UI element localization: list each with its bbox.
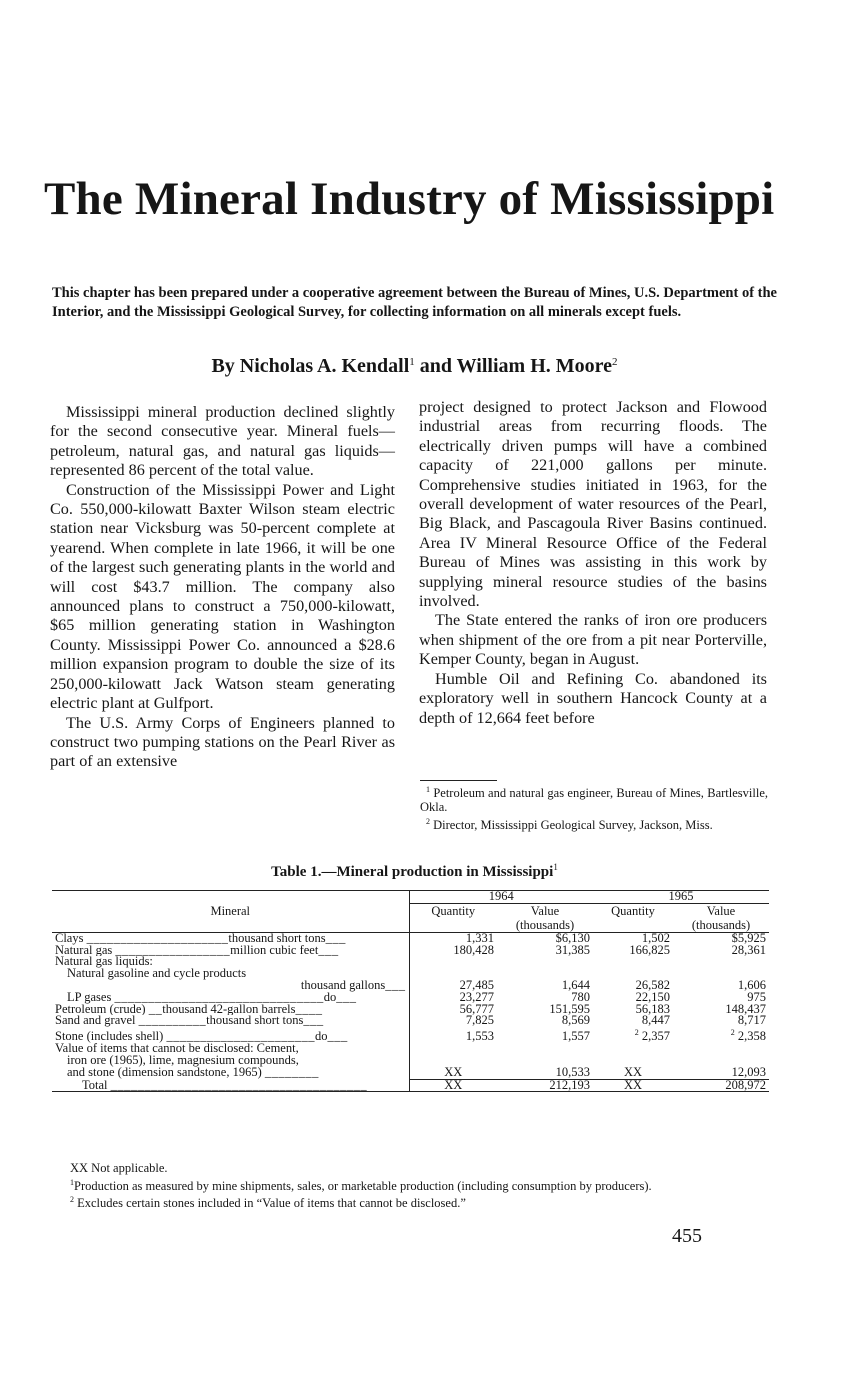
table-row (52, 1067, 769, 1079)
table-note-2: $^2$ Excludes certain stones included in “Value of items that cannot be disclosed.” (70, 1195, 466, 1211)
paragraph-continued: project designed to protect Jackson and Flowood industrial areas from recurring floods. The electrically driven pumps will have a combined capacity of 221,000 gallons per minute. Comprehensive studies initiated in 1963, for the overall development of water resources of the Pearl, Big Black, and Pascagoula River Basins continued. Area IV Mineral Resource Office of the Federal Bureau of Mines was assisting in this work by supplying mineral resource studies of the basins involved. (419, 398, 767, 611)
author-2: William H. Moore (456, 355, 613, 377)
total-label: Total ______________________________________ (52, 1079, 409, 1092)
row-label: Petroleum (crude) __thousand 42-gallon barrels____ (55, 1003, 323, 1016)
column-header-quantity-1965: Quantity (593, 903, 673, 932)
cell-value-1964: 1,557 (561, 1029, 590, 1044)
page-number: 455 (672, 1225, 702, 1247)
cell-value-1965: 148,437 (725, 1001, 766, 1016)
chapter-intro: This chapter has been prepared under a cooperative agreement between the Bureau of Mines, U.S. Department of the Interior, and the Mississippi Geological Survey, for collecting information on all minerals except fuels. (52, 285, 777, 320)
table-row (52, 1015, 769, 1027)
cell-value-1964: 151,595 (549, 1001, 590, 1016)
cell-quantity-1964: 7,825 (409, 1015, 497, 1027)
cell-value-1965: $^2$ 2,358 (730, 1028, 766, 1044)
row-label: Natural gas liquids: (55, 956, 153, 969)
cell-quantity-1964: 1,331 (409, 932, 497, 944)
cell-value-1965: 12,093 (731, 1064, 766, 1079)
table-row (52, 945, 769, 957)
row-label: Sand and gravel __________thousand short tons___ (55, 1015, 324, 1028)
byline-prefix: By (211, 355, 235, 377)
row-label: and stone (dimension sandstone, 1965) ________ (67, 1066, 319, 1080)
cell-value-1964: $6,130 (555, 930, 590, 945)
author-1: Nicholas A. Kendall (239, 355, 410, 377)
cell-value-1964: 10,533 (555, 1064, 590, 1079)
mineral-production-table (52, 890, 769, 1092)
text-column-left (50, 403, 395, 772)
cell-quantity-1965: 1,502 (641, 930, 670, 945)
footnote-mark: 1 (426, 785, 430, 794)
footnote (420, 783, 768, 815)
table-note-1: $^1$Production as measured by mine shipments, sales, or marketable production (including consumption by producers). (70, 1177, 652, 1193)
table-row (52, 956, 769, 968)
cell-value-1965: 28,361 (731, 942, 766, 957)
row-label: Value of items that cannot be disclosed: Cement, (55, 1043, 299, 1055)
row-label: thousand gallons___ (300, 979, 406, 992)
cell-value-1964: 1,644 (561, 977, 590, 992)
byline (52, 355, 777, 378)
table-caption (52, 862, 777, 881)
cell-quantity-1965: 22,150 (635, 989, 670, 1004)
total-quantity-1965: XX (593, 1079, 673, 1092)
total-value-1965: 208,972 (673, 1079, 769, 1092)
cell-value-1964: 8,569 (561, 1013, 590, 1028)
cell-quantity-1964: 1,553 (409, 1027, 497, 1043)
cell-value-1965: 975 (747, 989, 766, 1004)
byline-conjunction: and (419, 355, 453, 377)
cell-quantity-1965: 26,582 (635, 977, 670, 992)
total-quantity-1964: XX (409, 1079, 497, 1092)
footnote-text: Petroleum and natural gas engineer, Bureau of Mines, Bartlesville, Okla. (420, 786, 768, 815)
column-header-year-1964: 1964 (409, 891, 593, 904)
table-footnotes (52, 1162, 770, 1211)
chapter-title: The Mineral Industry of Mississippi (44, 173, 775, 225)
row-label: iron ore (1965), lime, magnesium compounds, (67, 1054, 299, 1067)
table-caption-mark: 1 (553, 862, 558, 872)
row-label: Clays _____________________thousand short tons___ (55, 932, 346, 945)
footnote-text: Director, Mississippi Geological Survey, Jackson, Miss. (433, 817, 713, 832)
cell-value-1964: 31,385 (555, 942, 590, 957)
column-header-quantity-1964: Quantity (409, 903, 497, 932)
table-row (52, 1043, 769, 1055)
author-1-footnote-mark: 1 (409, 356, 415, 368)
cell-quantity-1965: 56,183 (635, 1001, 670, 1016)
paragraph: The U.S. Army Corps of Engineers planned to construct two pumping stations on the Pearl River as part of an extensive (50, 713, 395, 771)
paragraph: Humble Oil and Refining Co. abandoned its exploratory well in southern Hancock County at a depth of 12,664 feet before (419, 669, 767, 727)
cell-quantity-1964: 23,277 (409, 992, 497, 1004)
footnote (420, 815, 768, 832)
author-2-footnote-mark: 2 (612, 356, 618, 368)
cell-quantity-1965: XX (623, 1064, 643, 1079)
footnote-mark: 2 (426, 816, 430, 826)
row-label: LP gases _______________________________do___ (67, 991, 357, 1004)
cell-value-1964: 780 (571, 989, 590, 1004)
table-note-xx: XX Not applicable. (70, 1161, 168, 1175)
cell-value-1965: 1,606 (737, 977, 766, 992)
cell-quantity-1965: 8,447 (641, 1013, 670, 1028)
cell-quantity-1964: 27,485 (409, 980, 497, 992)
table-total-row (52, 1079, 769, 1092)
table-row (52, 1027, 769, 1043)
row-label: Natural gas _________________million cubic feet___ (55, 944, 339, 957)
total-value-1964: 212,193 (497, 1079, 593, 1092)
cell-quantity-1965: 166,825 (629, 942, 670, 957)
paragraph: The State entered the ranks of iron ore producers when shipment of the ore from a pit near Porterville, Kemper County, began in August. (419, 611, 767, 669)
cell-value-1965: 8,717 (737, 1013, 766, 1028)
cell-quantity-1964: XX (409, 1067, 497, 1079)
column-header-year-1965: 1965 (593, 891, 769, 904)
column-header-value-1965: Value (thousands) (673, 903, 769, 932)
text-column-right (419, 398, 767, 728)
table-caption-text: Table 1.—Mineral production in Mississippi (271, 864, 554, 880)
footnote-divider (420, 780, 497, 781)
cell-quantity-1965: $^2$ 2,357 (634, 1028, 670, 1044)
table-row (52, 1055, 769, 1067)
paragraph: Mississippi mineral production declined slightly for the second consecutive year. Mineral fuels—petroleum, natural gas, and natural gas liquids—represented 86 percent of the total value. (50, 403, 395, 480)
footnotes (420, 783, 768, 832)
paragraph: Construction of the Mississippi Power and Light Co. 550,000-kilowatt Baxter Wilson steam electric station near Vicksburg was 50-percent complete at yearend. When complete in late 1966, it will be one of the largest such generating plants in the world and will cost $43.7 million. The company also announced plans to construct a 750,000-kilowatt, $65 million generating station in Washington County. Mississippi Power Co. announced a $28.6 million expansion program to double the size of its 250,000-kilowatt Jack Watson steam generating electric plant at Gulfport. (50, 480, 395, 713)
row-label: Stone (includes shell) ______________________do___ (55, 1029, 348, 1044)
column-header-value-1964: Value (thousands) (497, 903, 593, 932)
cell-quantity-1964: 180,428 (409, 945, 497, 957)
cell-value-1965: $5,925 (731, 930, 766, 945)
row-label: Natural gasoline and cycle products (67, 968, 247, 980)
column-header-mineral: Mineral (52, 891, 409, 933)
cell-quantity-1964: 56,777 (409, 1004, 497, 1016)
